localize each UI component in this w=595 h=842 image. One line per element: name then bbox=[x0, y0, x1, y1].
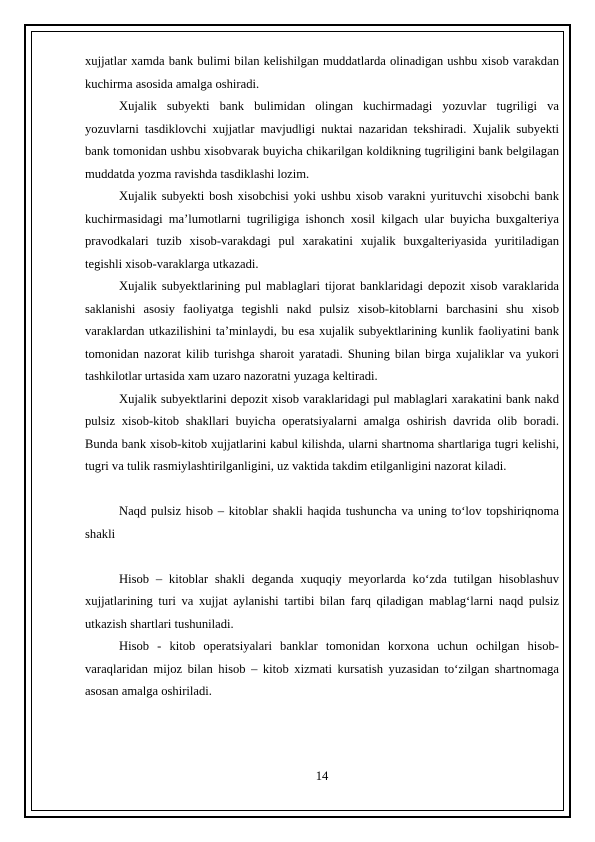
paragraph: Xujalik subyektlarining pul mablaglari tijorat banklaridagi depozit xisob varaklarida saklanishi asosiy faoliyatga tegishli nakd pulsiz xisob-kitoblarni barchasini shu xisob varaklardan utkazilishini ta’minlaydi, bu esa xujalik subyektlarining kunlik faoliyatini bank tomonidan nazorat kilib turishga sharoit yaratadi. Shuning bilan birga xujaliklar va yukori tashkilotlar urtasida xam uzaro nazoratni yuzaga keltiradi. bbox=[85, 279, 559, 383]
paragraph: Hisob – kitoblar shakli deganda xuquqiy meyorlarda ko‘zda tutilgan hisoblashuv xujjatlarining turi va xujjat aylanishi tartibi bilan farq qiladigan mablag‘larni naqd pulsiz utkazish shartlari tushuniladi. bbox=[85, 571, 559, 631]
paragraph-continuation: xujjatlar xamda bank bulimi bilan kelishilgan muddatlarda olinadigan ushbu xisob varakdan kuchirma asosida amalga oshiradi. bbox=[85, 54, 559, 91]
page-number: 14 bbox=[315, 769, 329, 783]
spacer bbox=[85, 545, 559, 568]
spacer bbox=[85, 478, 559, 501]
paragraph: Xujalik subyektlarini depozit xisob varaklaridagi pul mablaglari xarakatini bank nakd pulsiz xisob-kitob shakllari buyicha operatsiyalarni amalga oshirish davrida olib boradi. Bunda bank xisob-kitob xujjatlarini kabul kilishda, ularni shartnoma shartlariga tugri kelishi, tugri va tulik rasmiylashtirilganligini, uz vaktida takdim etilganligini nazorat kiladi. bbox=[85, 391, 559, 473]
document-body bbox=[85, 50, 559, 703]
paragraph: Xujalik subyekti bank bulimidan olingan kuchirmadagi yozuvlar tugriligi va yozuvlarni tasdiklovchi xujjatlar mavjudligi nuktai nazaridan tekshiradi. Xujalik subyekti bank tomonidan ushbu xisobvarak buyicha chikarilgan koldikning tugriligini bank belgilagan muddatda yozma ravishda tasdiklashi lozim. bbox=[85, 99, 559, 181]
section-heading: Naqd pulsiz hisob – kitoblar shakli haqida tushuncha va uning to‘lov topshiriqnoma shakli bbox=[85, 504, 559, 541]
paragraph: Hisob - kitob operatsiyalari banklar tomonidan korxona uchun ochilgan hisob-varaqlaridan mijoz bilan hisob – kitob xizmati kursatish yuzasidan to‘zilgan shartnomaga asosan amalga oshiriladi. bbox=[85, 639, 559, 698]
paragraph: Xujalik subyekti bosh xisobchisi yoki ushbu xisob varakni yurituvchi xisobchi bank kuchirmasidagi ma’lumotlarni tugriligiga ishonch xosil kilgach ular buyicha buxgalteriya pravodkalari tuzib xisob-varakdagi pul xarakatini xujalik buxgalteriyasida yuritiladigan tegishli xisob-varaklarga utkazadi. bbox=[85, 189, 559, 271]
